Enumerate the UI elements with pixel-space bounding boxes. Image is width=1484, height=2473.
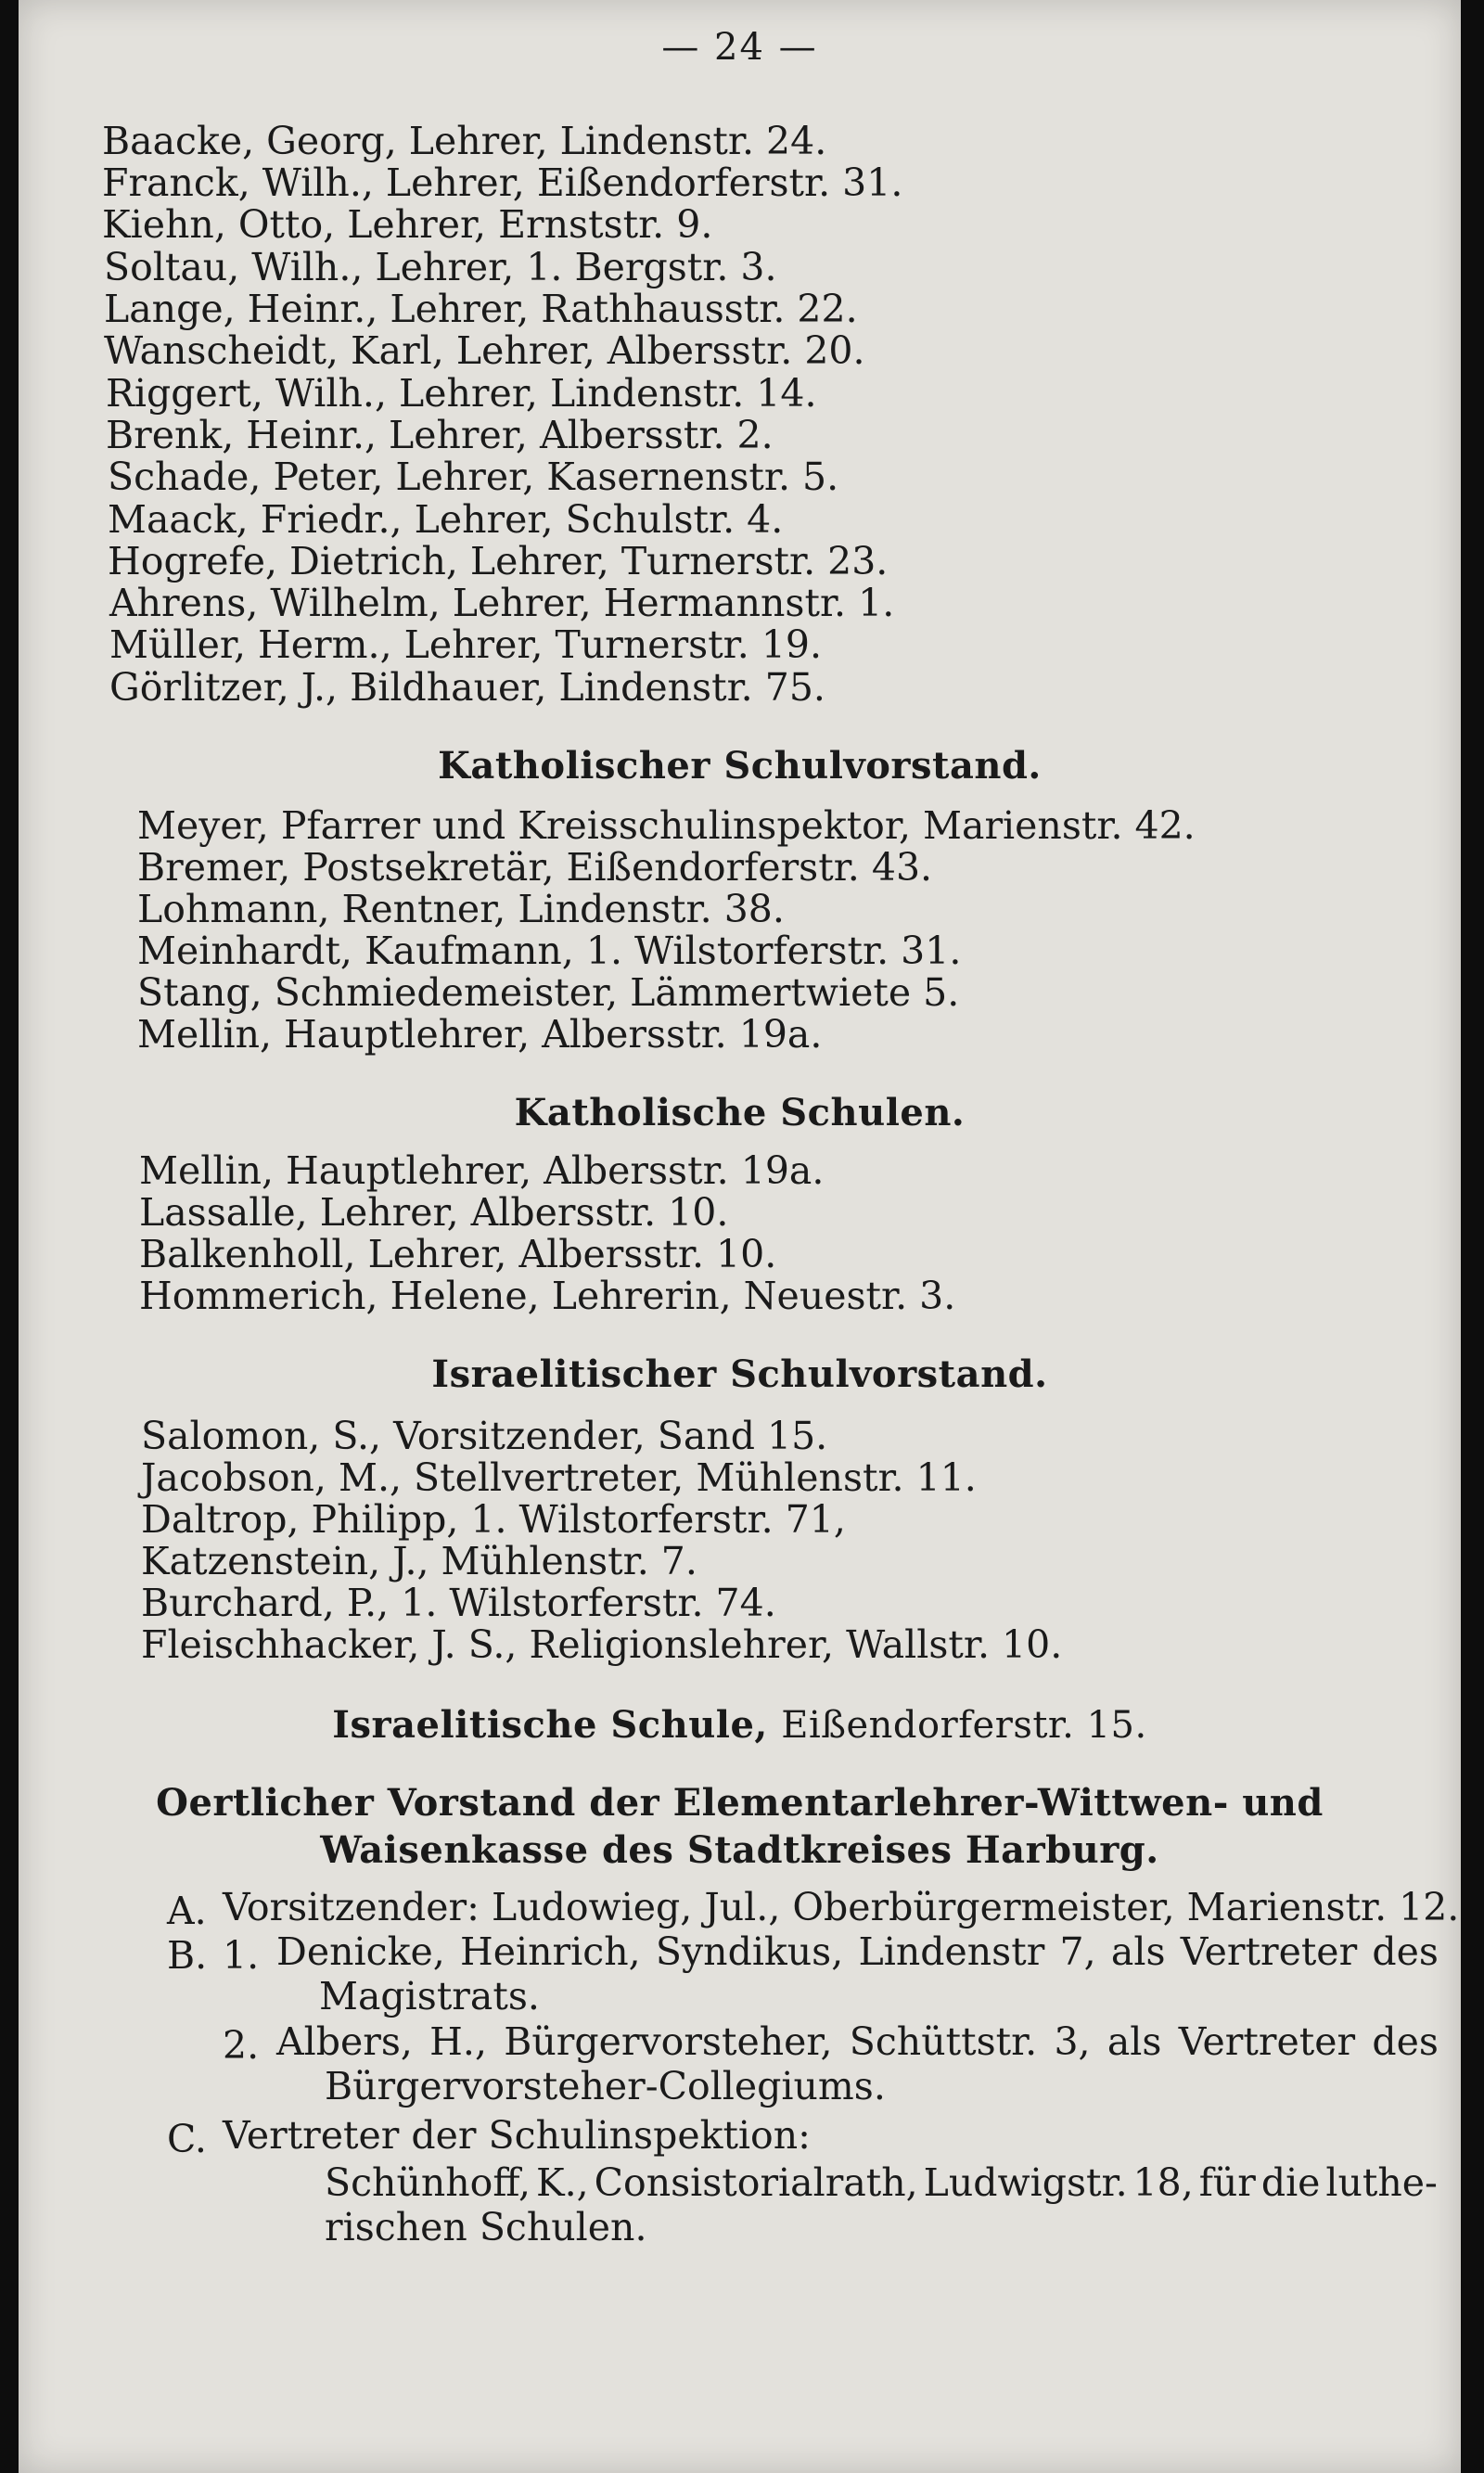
kasse-a-text: Vorsitzender: Ludowieg, Jul., Oberbürgermeister, Marienstr. 12. — [223, 1885, 1460, 1929]
list-item: Lange, Heinr., Lehrer, Rathhausstr. 22. — [104, 287, 858, 331]
list-item: Lohmann, Rentner, Lindenstr. 38. — [137, 887, 785, 931]
list-item: Stang, Schmiedemeister, Lämmertwiete 5. — [137, 970, 960, 1015]
list-item: Hogrefe, Dietrich, Lehrer, Turnerstr. 23. — [108, 539, 889, 583]
list-item: Soltau, Wilh., Lehrer, 1. Bergstr. 3. — [104, 245, 777, 289]
list-item: Mellin, Hauptlehrer, Albersstr. 19a. — [139, 1148, 825, 1193]
kasse-heading-line1: Oertlicher Vorstand der Elementarlehrer-Wittwen- und — [156, 1781, 1324, 1825]
list-item: Meyer, Pfarrer und Kreisschulinspektor, Marienstr. 42. — [137, 803, 1196, 848]
kasse-b2-cont: Bürgervorsteher-Collegiums. — [325, 2064, 886, 2108]
kasse-b1-line — [276, 1929, 1439, 1974]
word: Bürgervorsteher, — [504, 2019, 833, 2064]
word: Vertreter — [1178, 2019, 1356, 2064]
section-heading: Katholischer Schulvorstand. — [438, 744, 1042, 788]
list-item: Schade, Peter, Lehrer, Kasernenstr. 5. — [108, 455, 839, 499]
list-item: Lassalle, Lehrer, Albersstr. 10. — [139, 1190, 729, 1235]
word: 7, — [1059, 1929, 1096, 1974]
word: Schüttstr. — [849, 2019, 1038, 2064]
page-number: — 24 — — [661, 26, 818, 69]
kasse-b2-line — [276, 2019, 1439, 2064]
word: Consistorialrath, — [594, 2160, 918, 2205]
kasse-heading-line2: Waisenkasse des Stadtkreises Harburg. — [320, 1828, 1159, 1872]
word: Schünhoff, — [325, 2160, 531, 2205]
word: Albers, — [276, 2019, 413, 2064]
list-item: Balkenholl, Lehrer, Albersstr. 10. — [139, 1232, 777, 1276]
document-page — [19, 0, 1461, 2473]
kasse-c-cont: rischen Schulen. — [325, 2205, 647, 2249]
word: Denicke, — [276, 1929, 445, 1974]
isr-schule-title: Israelitische Schule, — [332, 1703, 768, 1747]
section-heading: Katholische Schulen. — [514, 1091, 966, 1134]
word: des — [1372, 2019, 1439, 2064]
list-item: Daltrop, Philipp, 1. Wilstorferstr. 71, — [141, 1497, 846, 1542]
list-item: Maack, Friedr., Lehrer, Schulstr. 4. — [108, 497, 784, 542]
word: Ludwigstr. — [923, 2160, 1128, 2205]
list-item: Mellin, Hauptlehrer, Albersstr. 19a. — [137, 1012, 823, 1057]
list-item: Bremer, Postsekretär, Eißendorferstr. 43. — [137, 845, 933, 890]
word: H., — [429, 2019, 487, 2064]
list-item: Katzenstein, J., Mühlenstr. 7. — [141, 1539, 697, 1583]
word: Lindenstr — [858, 1929, 1045, 1974]
word: luthe- — [1325, 2160, 1438, 2205]
word: Syndikus, — [655, 1929, 844, 1974]
list-item: Hommerich, Helene, Lehrerin, Neuestr. 3. — [139, 1274, 956, 1318]
list-item: Meinhardt, Kaufmann, 1. Wilstorferstr. 31. — [137, 929, 962, 973]
item-label: C. — [167, 2117, 207, 2161]
word: des — [1372, 1929, 1439, 1974]
word: Heinrich, — [460, 1929, 641, 1974]
kasse-b1-cont: Magistrats. — [319, 1974, 540, 2018]
word: als — [1107, 2019, 1162, 2064]
item-label: 2. — [223, 2023, 260, 2068]
list-item: Ahrens, Wilhelm, Lehrer, Hermannstr. 1. — [109, 581, 895, 625]
word: 18, — [1132, 2160, 1194, 2205]
isr-schule-address: Eißendorferstr. 15. — [781, 1704, 1147, 1747]
list-item: Kiehn, Otto, Lehrer, Ernststr. 9. — [102, 202, 713, 247]
word: 3, — [1054, 2019, 1091, 2064]
kasse-c-text: Vertreter der Schulinspektion: — [223, 2113, 811, 2158]
list-item: Görlitzer, J., Bildhauer, Lindenstr. 75. — [109, 665, 825, 710]
list-item: Salomon, S., Vorsitzender, Sand 15. — [141, 1414, 828, 1458]
list-item: Baacke, Georg, Lehrer, Lindenstr. 24. — [102, 119, 827, 163]
list-item: Franck, Wilh., Lehrer, Eißendorferstr. 31. — [102, 160, 903, 205]
item-label: B. — [167, 1933, 208, 1978]
section-heading: Israelitischer Schulvorstand. — [431, 1352, 1048, 1396]
list-item: Burchard, P., 1. Wilstorferstr. 74. — [141, 1581, 776, 1625]
kasse-c-line — [325, 2160, 1438, 2205]
list-item: Müller, Herm., Lehrer, Turnerstr. 19. — [109, 622, 823, 667]
word: Vertreter — [1180, 1929, 1358, 1974]
section-heading — [19, 1703, 1461, 1747]
word: die — [1260, 2160, 1321, 2205]
list-item: Wanscheidt, Karl, Lehrer, Albersstr. 20. — [104, 328, 865, 373]
list-item: Fleischhacker, J. S., Religionslehrer, Wallstr. 10. — [141, 1622, 1063, 1667]
item-label: 1. — [223, 1933, 260, 1978]
list-item: Brenk, Heinr., Lehrer, Albersstr. 2. — [106, 413, 774, 457]
word: K., — [536, 2160, 589, 2205]
word: als — [1110, 1929, 1166, 1974]
word: für — [1198, 2160, 1256, 2205]
list-item: Jacobson, M., Stellvertreter, Mühlenstr. 11. — [141, 1455, 977, 1500]
list-item: Riggert, Wilh., Lehrer, Lindenstr. 14. — [106, 371, 817, 416]
item-label: A. — [167, 1889, 207, 1933]
